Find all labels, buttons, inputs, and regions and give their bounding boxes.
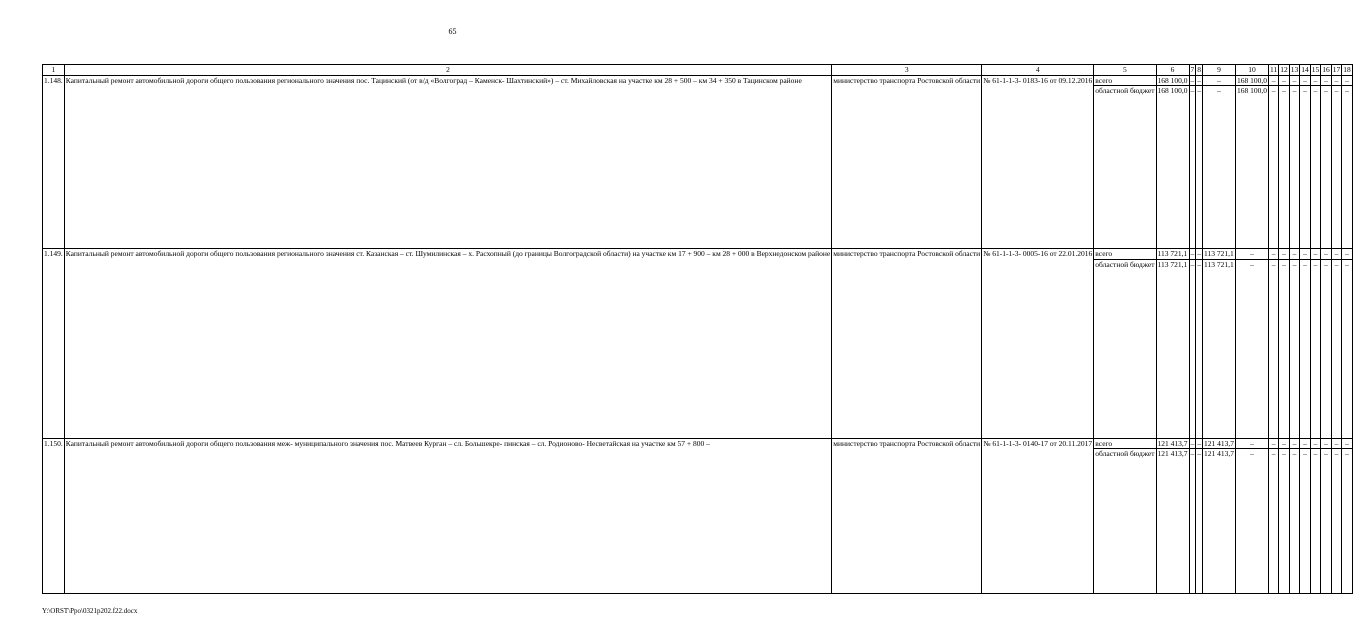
value-col-13: – [1289, 449, 1300, 594]
value-col-14: – [1300, 86, 1311, 249]
value-col-9: 121 413,7 [1203, 449, 1236, 594]
value-col-8: – [1196, 449, 1203, 594]
funding-source: всего [1094, 438, 1156, 449]
design-document: № 61-1-1-3- 0005-16 от 22.01.2016 [982, 249, 1094, 439]
value-col-11: – [1269, 75, 1279, 86]
column-number-11: 11 [1270, 65, 1278, 74]
value-col-16: – [1321, 449, 1332, 594]
value-col-11: – [1269, 249, 1279, 260]
value-col-16: – [1321, 438, 1332, 449]
column-number-12: 12 [1280, 65, 1288, 74]
value-col-12: – [1279, 249, 1290, 260]
value-col-16: – [1321, 75, 1332, 86]
row-number: 1.150. [43, 438, 65, 594]
value-col-8: – [1197, 438, 1202, 448]
column-number-15: 15 [1311, 65, 1320, 74]
value-col-12: – [1279, 438, 1290, 449]
value-col-13: – [1289, 259, 1300, 438]
value-col-18: – [1342, 75, 1353, 86]
total-amount: 113 721,1 [1156, 259, 1189, 438]
value-col-17: – [1331, 86, 1342, 249]
column-number-6: 6 [1156, 65, 1189, 76]
value-col-11: – [1269, 438, 1279, 449]
object-name: Капитальный ремонт автомобильной дороги общего пользования меж- муниципального значения пос. Матвеев Курган – сл. Большекре- пинская – сл. Родионово- Несветайская на участке км 57 + 800 – [64, 438, 832, 594]
value-col-12: – [1279, 449, 1290, 594]
column-number-4: 4 [982, 65, 1094, 76]
value-col-13: – [1289, 438, 1300, 449]
total-amount: 168 100,0 [1157, 75, 1188, 85]
column-number-2: 2 [64, 65, 832, 76]
value-col-16: – [1321, 86, 1332, 249]
value-col-9: – [1203, 86, 1236, 249]
header-row [43, 65, 1353, 76]
value-col-9: 113 721,1 [1203, 259, 1236, 438]
design-document: № 61-1-1-3- 0140-17 от 20.11.2017 [982, 438, 1094, 594]
value-col-17: – [1331, 438, 1342, 449]
column-number-1: 1 [43, 65, 65, 76]
column-number-7: 7 [1190, 65, 1195, 74]
value-col-10: 168 100,0 [1236, 86, 1269, 249]
value-col-14: – [1300, 449, 1311, 594]
total-amount: 168 100,0 [1156, 86, 1189, 249]
value-col-11: – [1269, 86, 1279, 249]
column-number-8: 8 [1197, 65, 1202, 74]
total-amount: 113 721,1 [1157, 249, 1188, 259]
value-col-10: 168 100,0 [1237, 75, 1268, 85]
value-col-16: – [1321, 259, 1332, 438]
value-col-8: – [1196, 259, 1203, 438]
value-col-8: – [1197, 249, 1202, 259]
table-row [43, 75, 1353, 86]
value-col-11: – [1269, 449, 1279, 594]
value-col-18: – [1342, 438, 1353, 449]
value-col-18: – [1342, 449, 1353, 594]
column-number-18: 18 [1343, 65, 1351, 74]
funding-source: областной бюджет [1094, 449, 1156, 594]
page-number: 65 [448, 27, 457, 36]
column-number-16: 16 [1322, 65, 1330, 74]
value-col-10: – [1236, 249, 1269, 260]
column-number-13: 13 [1290, 65, 1299, 74]
value-col-15: – [1310, 75, 1321, 86]
column-number-17: 17 [1332, 65, 1341, 74]
value-col-13: – [1289, 249, 1300, 260]
column-number-14: 14 [1301, 65, 1309, 74]
total-amount: 121 413,7 [1156, 449, 1189, 594]
object-name: Капитальный ремонт автомобильной дороги общего пользования регионального значения пос. Тацинский (от в/д «Волгоград – Каменск- Шахтинский») – ст. Михайловская на участке км 28 + 500 – км 34 + 350 в Тацинском районе [64, 75, 832, 249]
value-col-7: – [1190, 249, 1195, 259]
value-col-10: – [1236, 449, 1269, 594]
value-col-14: – [1300, 249, 1311, 260]
value-col-10: – [1236, 259, 1269, 438]
table-row [43, 438, 1353, 449]
value-col-7: – [1189, 449, 1196, 594]
value-col-15: – [1310, 249, 1321, 260]
column-number-9: 9 [1203, 65, 1236, 76]
value-col-15: – [1310, 438, 1321, 449]
value-col-15: – [1310, 86, 1321, 249]
table-row [43, 249, 1353, 260]
customer: министерство транспорта Ростовской области [832, 75, 982, 249]
value-col-9: 121 413,7 [1204, 438, 1235, 448]
design-document: № 61-1-1-3- 0183-16 от 09.12.2016 [982, 75, 1094, 249]
column-number-5: 5 [1094, 65, 1156, 76]
value-col-10: – [1236, 438, 1269, 449]
funding-source: областной бюджет [1094, 259, 1156, 438]
value-col-17: – [1331, 249, 1342, 260]
value-col-7: – [1189, 86, 1196, 249]
value-col-18: – [1342, 86, 1353, 249]
object-name: Капитальный ремонт автомобильной дороги общего пользования регионального значения ст. Казанская – ст. Шумилинская – х. Расхопный (до границы Волгоградской области) на участке км 17 + 900 – км 28 + 000 в Верхнедонском районе [64, 249, 832, 439]
value-col-7: – [1190, 75, 1195, 85]
value-col-12: – [1279, 86, 1290, 249]
value-col-7: – [1190, 438, 1195, 448]
value-col-9: – [1203, 75, 1236, 86]
total-amount: 121 413,7 [1157, 438, 1188, 448]
funding-source: областной бюджет [1094, 86, 1156, 249]
funding-source: всего [1094, 75, 1156, 86]
value-col-18: – [1342, 259, 1353, 438]
value-col-18: – [1342, 249, 1353, 260]
value-col-9: 113 721,1 [1204, 249, 1234, 259]
value-col-12: – [1279, 259, 1290, 438]
customer: министерство транспорта Ростовской области [832, 249, 982, 439]
value-col-12: – [1279, 75, 1290, 86]
value-col-14: – [1300, 438, 1311, 449]
value-col-14: – [1300, 75, 1311, 86]
value-col-15: – [1310, 259, 1321, 438]
customer: министерство транспорта Ростовской области [832, 438, 982, 594]
column-number-10: 10 [1236, 65, 1269, 76]
value-col-16: – [1321, 249, 1332, 260]
value-col-17: – [1331, 75, 1342, 86]
value-col-14: – [1300, 259, 1311, 438]
program-table [42, 64, 1353, 594]
funding-source: всего [1094, 249, 1156, 260]
row-number: 1.148. [43, 75, 65, 249]
value-col-7: – [1189, 259, 1196, 438]
value-col-11: – [1269, 259, 1279, 438]
value-col-13: – [1289, 86, 1300, 249]
footer-file-path: Y:\ORST\Ppo\0321p202.f22.docx [42, 607, 138, 615]
value-col-13: – [1289, 75, 1300, 86]
value-col-17: – [1331, 259, 1342, 438]
value-col-15: – [1310, 449, 1321, 594]
row-number: 1.149. [43, 249, 65, 439]
value-col-8: – [1196, 86, 1203, 249]
value-col-17: – [1331, 449, 1342, 594]
value-col-8: – [1197, 75, 1202, 85]
column-number-3: 3 [832, 65, 982, 76]
